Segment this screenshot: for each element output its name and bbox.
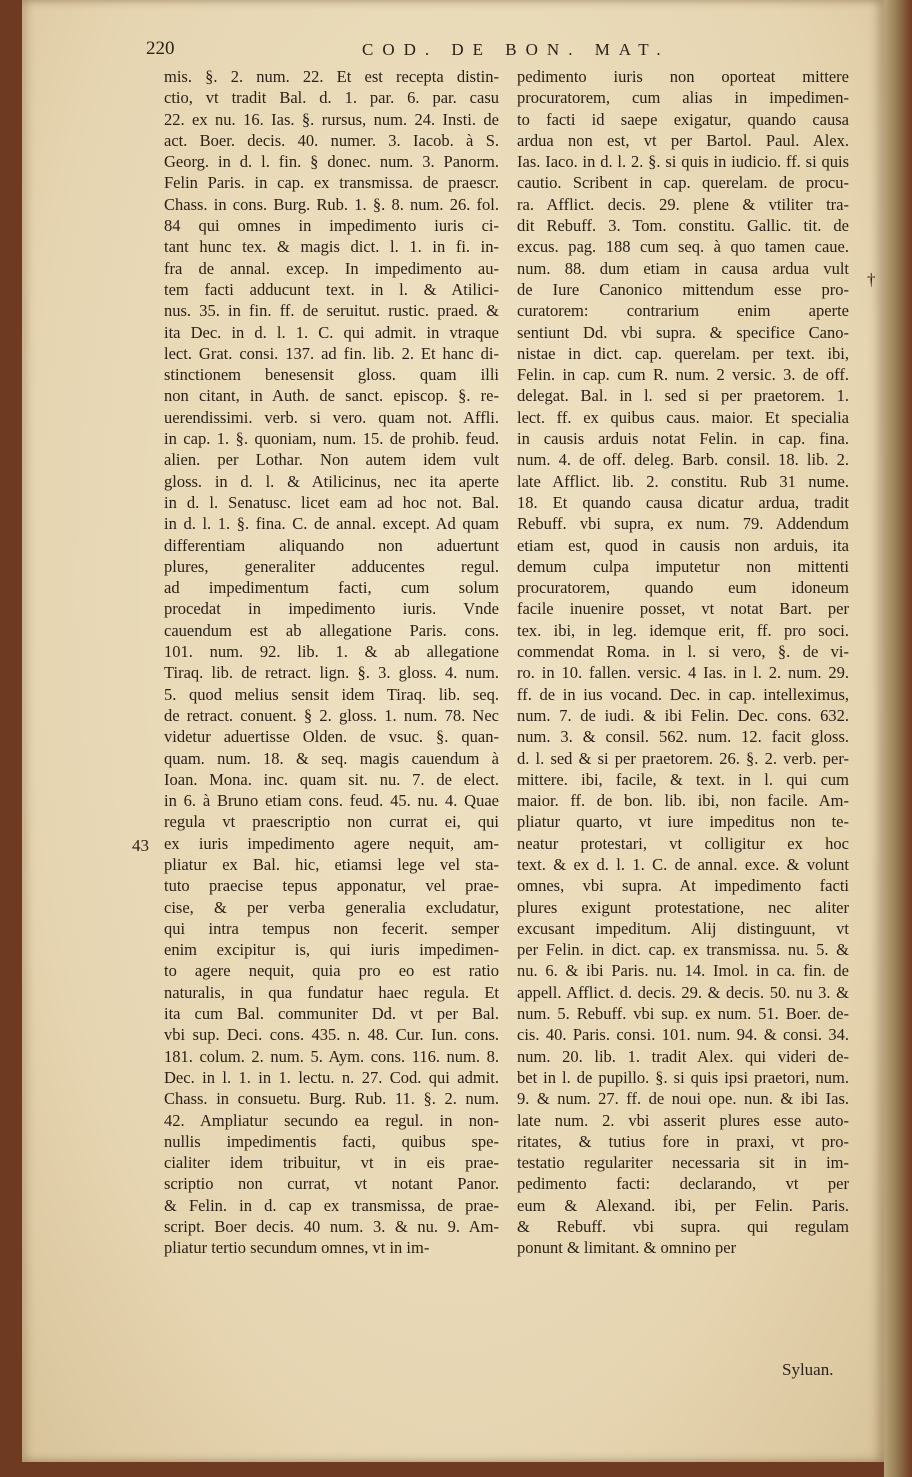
text-line: ff. de in ius vocand. Dec. in cap. intelleximus, — [517, 684, 849, 704]
text-line: enim excipitur is, qui iuris impedimen- — [164, 940, 499, 960]
text-line: 18. Et quando causa dicatur ardua, tradit — [517, 492, 849, 512]
text-line: bet in l. de pupillo. §. si quis ipsi praetori, num. — [517, 1067, 849, 1087]
text-line: ad impedimentum facti, cum solum — [164, 578, 499, 598]
text-line: & Felin. in d. cap ex transmissa, de prae- — [164, 1195, 499, 1215]
running-head: COD. DE BON. MAT. — [362, 40, 670, 59]
text-line: num. 20. lib. 1. tradit Alex. qui videri de- — [517, 1046, 849, 1066]
text-line: nu. 6. & ibi Paris. nu. 14. Imol. in ca. fin. de — [517, 961, 849, 981]
text-line: tex. ibi, in leg. idemque erit, ff. pro soci. — [517, 620, 849, 640]
text-line: Tiraq. lib. de retract. lign. §. 3. gloss. 4. num. — [164, 663, 499, 683]
text-line: late Afflict. lib. 2. constitu. Rub 31 nume. — [517, 471, 849, 491]
text-line: maior. ff. de bon. lib. ibi, non facile. Am- — [517, 791, 849, 811]
text-line: 42. Ampliatur secundo ea regul. in non- — [164, 1110, 499, 1130]
text-line: cise, & per verba generalia excludatur, — [164, 897, 499, 917]
text-line: fra de annal. excep. In impedimento au- — [164, 258, 499, 278]
text-line: 22. ex nu. 16. Ias. §. rursus, num. 24. Insti. de — [164, 109, 499, 129]
text-line: pliatur tertio secundum omnes, vt in im- — [164, 1238, 430, 1258]
text-line: facile inuenire posset, vt notat Bart. per — [517, 599, 849, 619]
text-line: Georg. in d. l. fin. § donec. num. 3. Panorm. — [164, 152, 499, 172]
text-line: cis. 40. Paris. consi. 101. num. 94. & consi. 34. — [517, 1025, 849, 1045]
text-line: de Iure Canonico mittendum esse pro- — [517, 279, 849, 299]
text-line: quam. num. 18. & seq. magis cauendum à — [164, 748, 499, 768]
page-header — [22, 38, 884, 68]
text-line: excus. pag. 188 cum seq. à quo tamen caue. — [517, 237, 849, 257]
text-line: per Felin. in dict. cap. ex transmissa. nu. 5. & — [517, 940, 849, 960]
text-line: 9. & num. 27. ff. de noui ope. nun. & ibi Ias. — [517, 1089, 849, 1109]
text-line: script. Boer decis. 40 num. 3. & nu. 9. Am- — [164, 1217, 499, 1237]
text-line: late num. 2. vbi asserit plures esse auto- — [517, 1110, 849, 1130]
text-line: curatorem: contrarium enim aperte — [517, 301, 849, 321]
text-line: neatur protestari, vt colligitur ex hoc — [517, 833, 849, 853]
text-line: in d. l. Senatusc. licet eam ad hoc not. Bal. — [164, 492, 499, 512]
text-line: ritates, & tutius fore in praxi, vt pro- — [517, 1131, 849, 1151]
text-line: Chass. in cons. Burg. Rub. 1. §. 8. num. 26. fol. — [164, 194, 499, 214]
text-line: to agere nequit, quia pro eo est ratio — [164, 961, 499, 981]
text-line: 181. colum. 2. num. 5. Aym. cons. 116. num. 8. — [164, 1046, 499, 1066]
text-line: pedimento iuris non oporteat mittere — [517, 67, 849, 86]
left-text-column — [164, 66, 499, 1259]
text-line: de retract. conuent. § 2. gloss. 1. num. 78. Nec — [164, 705, 499, 725]
text-line: delegat. Bal. in l. sed si per praetorem. 1. — [517, 386, 849, 406]
book-binding-edge — [884, 0, 912, 1477]
text-line: num. 7. de iudi. & ibi Felin. Dec. cons. 632. — [517, 705, 849, 725]
text-line: differentiam aliquando non aduertunt — [164, 535, 499, 555]
text-line: cauendum est ab allegatione Paris. cons. — [164, 620, 499, 640]
text-line: Rebuff. vbi supra, ex num. 79. Addendum — [517, 514, 849, 534]
text-line: nullis impedimentis facti, quibus spe- — [164, 1131, 499, 1151]
text-line: num. 88. dum etiam in causa ardua vult — [517, 258, 849, 278]
text-line: pedimento facti: declarando, vt per — [517, 1174, 849, 1194]
text-line: tant hunc tex. & magis dict. l. 1. in fi. in- — [164, 237, 499, 257]
text-line: cautio. Scribent in cap. querelam. de procu- — [517, 173, 849, 193]
text-line: omnes, vbi supra. At impedimento facti — [517, 876, 849, 896]
text-line: procuratorem, quando eum idoneum — [517, 578, 849, 598]
text-line: tem facti adducunt text. in l. & Atilici- — [164, 279, 499, 299]
text-line: Ioan. Mona. inc. quam sit. nu. 7. de elect. — [164, 769, 499, 789]
text-line: alien. per Lothar. Non autem idem vult — [164, 450, 499, 470]
text-line: & Rebuff. vbi supra. qui regulam — [517, 1217, 849, 1237]
book-page — [22, 0, 884, 1462]
text-line: text. & ex d. l. 1. C. de annal. exce. & volunt — [517, 854, 849, 874]
text-line: in d. l. 1. §. fina. C. de annal. except. Ad quam — [164, 514, 499, 534]
text-line: in 6. à Bruno etiam cons. feud. 45. nu. 4. Quae — [164, 791, 499, 811]
text-line: ra. Afflict. decis. 29. plene & vtiliter tra- — [517, 194, 849, 214]
text-line: appell. Afflict. d. decis. 29. & decis. 50. nu 3. & — [517, 982, 849, 1002]
right-text-column — [517, 66, 849, 1259]
text-line: ex iuris impedimento agere nequit, am- — [164, 833, 499, 853]
text-line: lect. Grat. consi. 137. ad fin. lib. 2. Et hanc di- — [164, 343, 499, 363]
text-line: Chass. in consuetu. Burg. Rub. 11. §. 2. num. — [164, 1089, 499, 1109]
text-line: 5. quod melius sensit idem Tiraq. lib. seq. — [164, 684, 499, 704]
text-line: nus. 35. in fin. ff. de seruitut. rustic. praed. & — [164, 301, 499, 321]
text-line: uerendissimi. verb. si vero. quam not. Affli. — [164, 407, 499, 427]
text-line: Felin Paris. in cap. ex transmissa. de praescr. — [164, 173, 499, 193]
text-line: Dec. in l. 1. in 1. lectu. n. 27. Cod. qui admit. — [164, 1067, 499, 1087]
text-line: non citant, in Auth. de sanct. episcop. §. re- — [164, 386, 499, 406]
text-line: qui intra tempus non fecerit. semper — [164, 918, 499, 938]
text-line: vbi sup. Deci. cons. 435. n. 48. Cur. Iun. cons. — [164, 1025, 499, 1045]
text-line: commendat Roma. in l. si vero, §. de vi- — [517, 642, 849, 662]
catchword: Syluan. — [782, 1360, 834, 1379]
text-line: ro. in 10. fallen. versic. 4 Ias. in l. 2. num. 29. — [517, 663, 849, 683]
text-line: regula vt praescriptio non currat ei, qui — [164, 812, 499, 832]
text-line: etiam est, quod in causis non arduis, ita — [517, 535, 849, 555]
text-line: in causis arduis notat Felin. in cap. fina. — [517, 429, 849, 449]
text-line: stinctionem benesensit gloss. quam illi — [164, 365, 499, 385]
text-line: act. Boer. decis. 40. numer. 3. Iacob. à S. — [164, 130, 499, 150]
text-line: sentiunt Dd. vbi supra. & specifice Cano- — [517, 322, 849, 342]
text-line: procedat in impedimento iuris. Vnde — [164, 599, 499, 619]
text-line: cialiter idem tribuitur, vt in eis prae- — [164, 1153, 499, 1173]
text-line: ctio, vt tradit Bal. d. 1. par. 6. par. casu — [164, 88, 499, 108]
text-line: procuratorem, cum alias in impedimen- — [517, 88, 849, 108]
text-line: pliatur quarto, vt iure impeditus non te- — [517, 812, 849, 832]
text-line: plures exigunt protestatione, nec aliter — [517, 897, 849, 917]
text-line: 101. num. 92. lib. 1. & ab allegatione — [164, 642, 499, 662]
text-line: scriptio non currat, vt notant Panor. — [164, 1174, 499, 1194]
text-line: num. 3. & consil. 562. num. 12. facit gloss. — [517, 727, 849, 747]
text-line: ita cum Bal. communiter Dd. vt per Bal. — [164, 1004, 499, 1024]
text-line: ita Dec. in d. l. 1. C. qui admit. in vtraque — [164, 322, 499, 342]
text-line: videtur aduertisse Olden. de vsuc. §. quan- — [164, 727, 499, 747]
text-line: mittere. ibi, facile, & text. in l. qui cum — [517, 769, 849, 789]
text-line: tuto praecise tepus apponatur, vel prae- — [164, 876, 499, 896]
text-line: ardua non est, vt per Bartol. Paul. Alex. — [517, 130, 849, 150]
text-line: pliatur ex Bal. hic, etiamsi lege vel sta- — [164, 854, 499, 874]
text-line: Felin. in cap. cum R. num. 2 versic. 3. de off. — [517, 365, 849, 385]
margin-number-note: 43 — [132, 836, 149, 855]
text-line: num. 5. Rebuff. vbi sup. ex num. 51. Boer. de- — [517, 1004, 849, 1024]
text-line: num. 4. de off. deleg. Barb. consil. 18. lib. 2. — [517, 450, 849, 470]
text-line: eum & Alexand. ibi, per Felin. Paris. — [517, 1195, 849, 1215]
page-number: 220 — [146, 38, 175, 59]
text-line: mis. §. 2. num. 22. Et est recepta distin- — [164, 67, 499, 86]
text-line: to facti id saepe exigatur, quando causa — [517, 109, 849, 129]
text-line: Ias. Iaco. in d. l. 2. §. si quis in iudicio. ff. si quis — [517, 152, 849, 172]
text-line: ponunt & limitant. & omnino per — [517, 1238, 737, 1258]
text-line: naturalis, in qua fundatur haec regula. Et — [164, 982, 499, 1002]
text-line: plures, generaliter adducentes regul. — [164, 556, 499, 576]
text-line: excusant impeditum. Alij distinguunt, vt — [517, 918, 849, 938]
text-line: gloss. in d. l. & Atilicinus, nec ita aperte — [164, 471, 499, 491]
text-line: dit Rebuff. 3. Tom. constitu. Gallic. tit. de — [517, 216, 849, 236]
text-line: lect. ff. ex quibus caus. maior. Et specialia — [517, 407, 849, 427]
text-line: demum culpa imputetur non mittenti — [517, 556, 849, 576]
text-line: in cap. 1. §. quoniam, num. 15. de prohib. feud. — [164, 429, 499, 449]
margin-dagger-mark: † — [867, 270, 876, 289]
text-line: 84 qui omnes in impedimento iuris ci- — [164, 216, 499, 236]
text-line: testatio regulariter necessaria sit in im- — [517, 1153, 849, 1173]
text-line: nistae in dict. cap. querelam. per text. ibi, — [517, 343, 849, 363]
text-line: d. l. sed & si per praetorem. 26. §. 2. verb. per- — [517, 748, 849, 768]
